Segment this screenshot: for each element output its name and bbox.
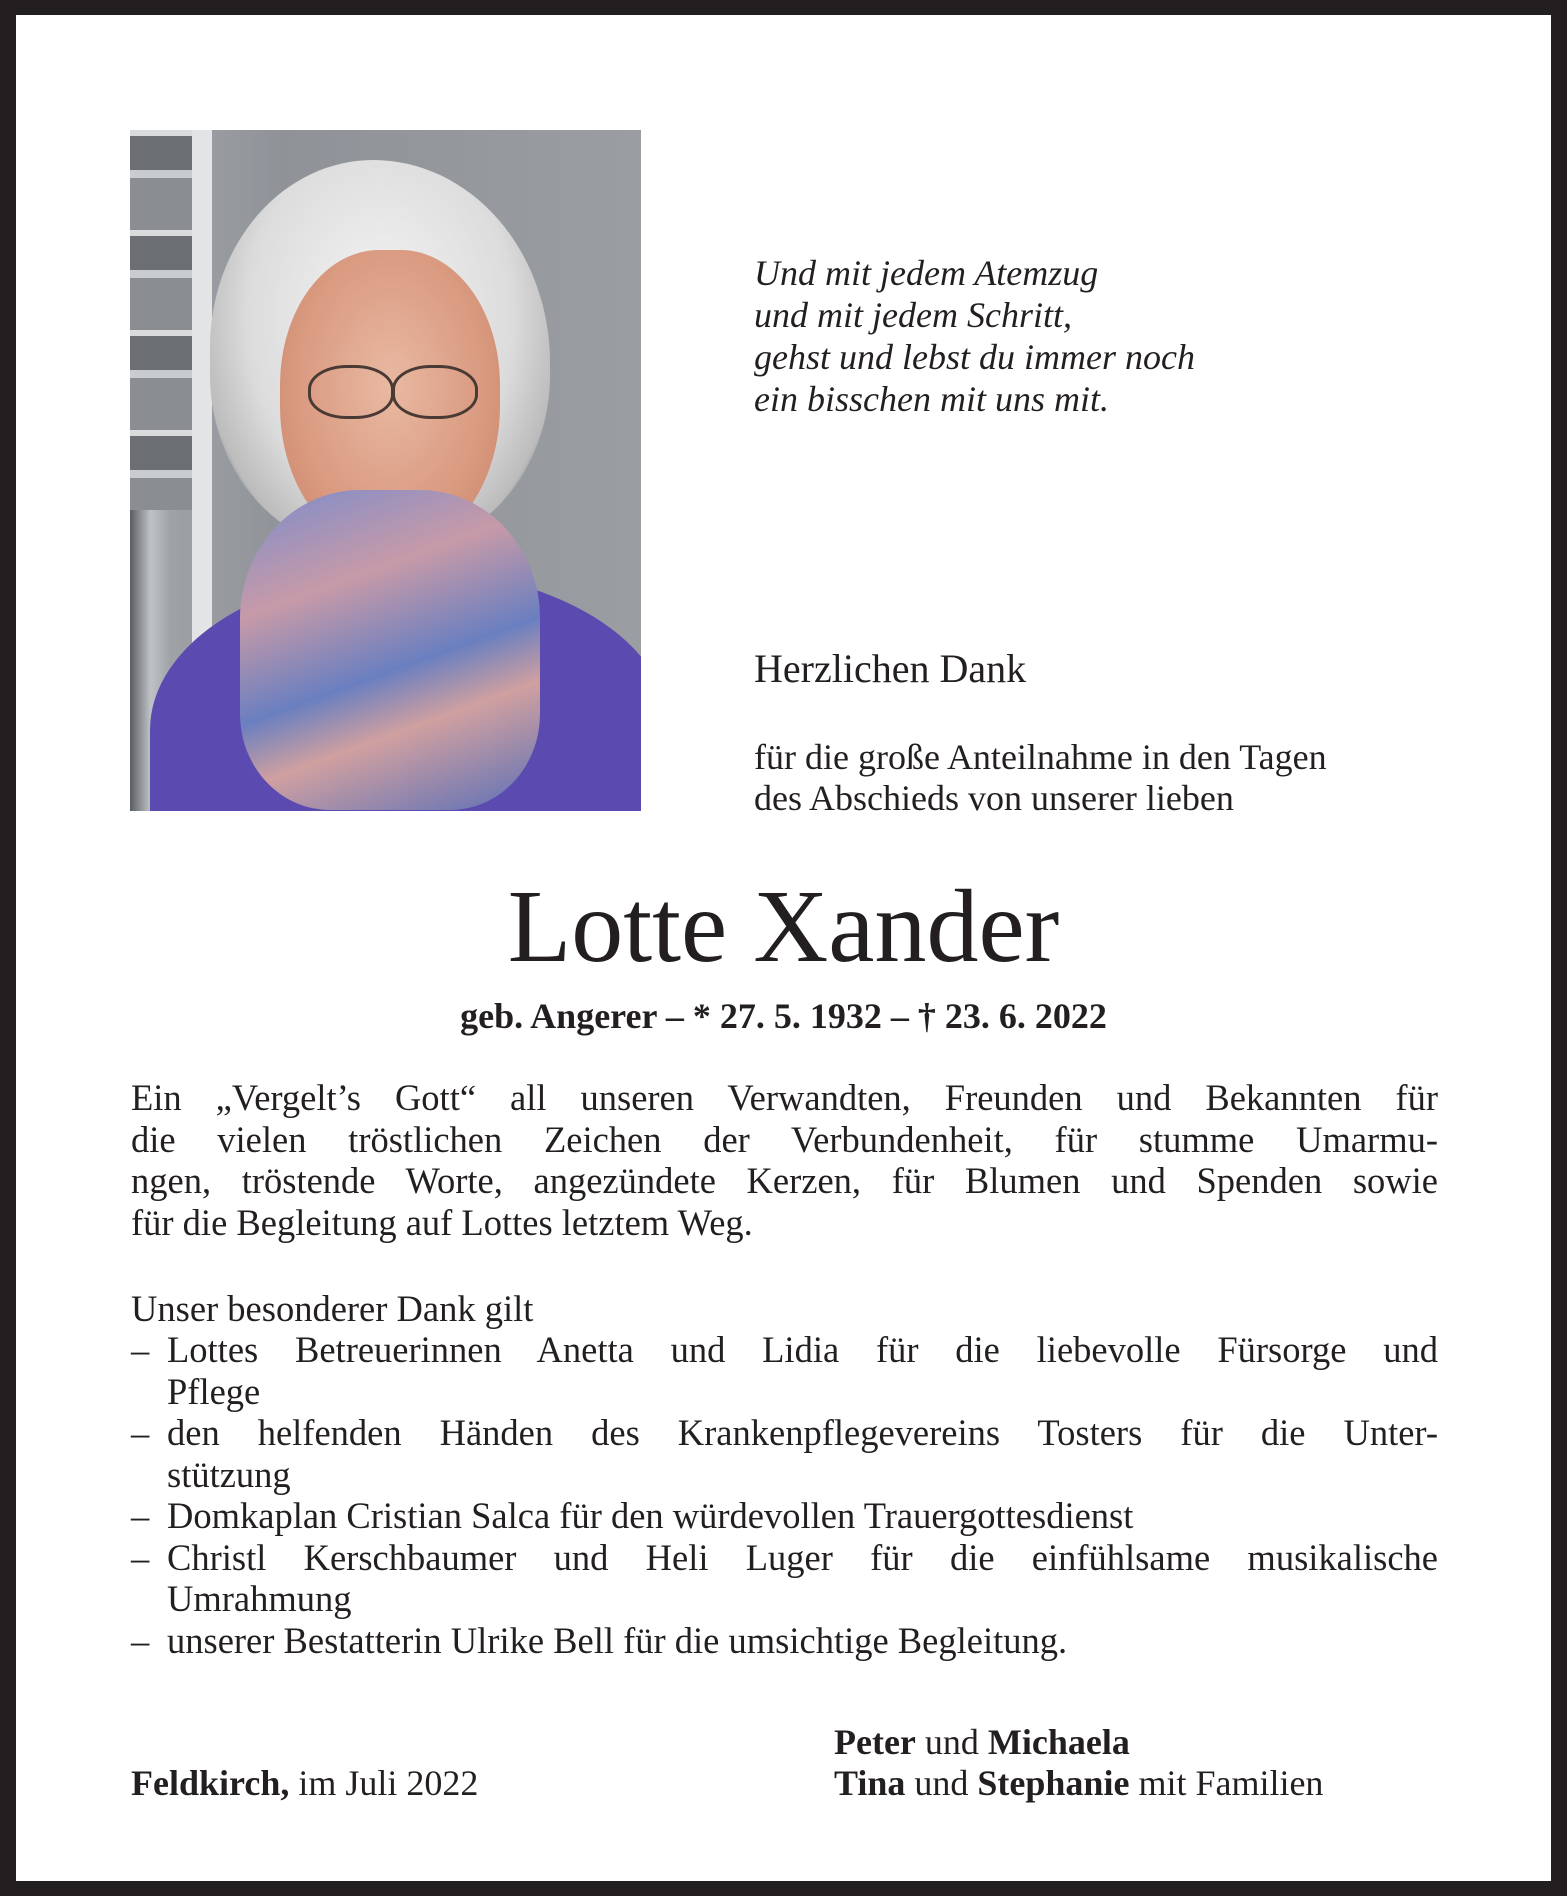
- glasses-left: [308, 365, 394, 419]
- list-item-line: stützung: [167, 1453, 291, 1495]
- list-item-line: Lottes Betreuerinnen Anetta und Lidia für die liebevolle Fürsorge und: [167, 1329, 1438, 1370]
- dash-bullet: –: [131, 1619, 150, 1661]
- list-item: [131, 1412, 1438, 1495]
- intro-line: für die große Anteilnahme in den Tagen: [754, 737, 1327, 777]
- glasses-right: [392, 365, 478, 419]
- list-item: [131, 1495, 1438, 1537]
- special-thanks-heading: Unser besonderer Dank gilt: [131, 1288, 534, 1329]
- thanks-heading: Herzlichen Dank: [754, 646, 1027, 691]
- birth-death-dates: geb. Angerer – * 27. 5. 1932 – † 23. 6. 2022: [460, 996, 1107, 1036]
- intro-text: [754, 737, 1327, 819]
- signer: Tina: [834, 1763, 906, 1803]
- date: im Juli 2022: [298, 1763, 479, 1803]
- dash-bullet: –: [131, 1329, 150, 1370]
- paragraph-line: für die Begleitung auf Lottes letztem Weg.: [131, 1201, 753, 1243]
- poem: [754, 252, 1195, 420]
- list-item-line: den helfenden Händen des Krankenpflegevereins Tosters für die Unter-: [167, 1412, 1438, 1453]
- list-item: [131, 1620, 1438, 1662]
- deceased-name: Lotte Xander: [507, 869, 1060, 984]
- list-item: [131, 1329, 1438, 1412]
- signatures: [834, 1722, 1323, 1804]
- portrait-photo: [130, 130, 641, 811]
- thanks-paragraph: [131, 1077, 1438, 1243]
- conjunction: und: [914, 1763, 969, 1803]
- city: Feldkirch,: [131, 1763, 290, 1803]
- list-item-line: unserer Bestatterin Ulrike Bell für die umsichtige Begleitung.: [167, 1619, 1068, 1661]
- list-item-line: Domkaplan Cristian Salca für den würdevollen Trauergottesdienst: [167, 1495, 1134, 1536]
- paragraph-line: die vielen tröstlichen Zeichen der Verbundenheit, für stumme Umarmu-: [131, 1118, 1438, 1160]
- signature-line: [834, 1763, 1323, 1804]
- poem-line: und mit jedem Schritt,: [754, 295, 1072, 335]
- poem-line: ein bisschen mit uns mit.: [754, 379, 1109, 419]
- signer: Stephanie: [977, 1763, 1130, 1803]
- list-item: [131, 1537, 1438, 1620]
- dash-bullet: –: [131, 1536, 150, 1578]
- dash-bullet: –: [131, 1495, 150, 1536]
- list-item-line: Pflege: [167, 1370, 261, 1412]
- dash-bullet: –: [131, 1412, 150, 1453]
- paragraph-line: Ein „Vergelt’s Gott“ all unseren Verwandten, Freunden und Bekannten für: [131, 1077, 1438, 1118]
- bookshelf: [130, 130, 192, 510]
- conjunction: und: [924, 1722, 979, 1762]
- scarf: [240, 490, 540, 810]
- intro-line: des Abschieds von unserer lieben: [754, 778, 1234, 818]
- thanks-list: [131, 1329, 1438, 1661]
- signature-line: [834, 1722, 1323, 1763]
- signer: Peter: [834, 1722, 916, 1762]
- poem-line: gehst und lebst du immer noch: [754, 337, 1195, 377]
- paragraph-line: ngen, tröstende Worte, angezündete Kerzen, für Blumen und Spenden sowie: [131, 1160, 1438, 1201]
- suffix: mit Familien: [1138, 1763, 1324, 1803]
- obituary-page: [16, 15, 1551, 1881]
- list-item-line: Umrahmung: [167, 1578, 352, 1619]
- poem-line: Und mit jedem Atemzug: [754, 253, 1099, 293]
- place-date: [131, 1763, 478, 1804]
- signer: Michaela: [987, 1722, 1130, 1762]
- list-item-line: Christl Kerschbaumer und Heli Luger für die einfühlsame musikalische: [167, 1536, 1438, 1578]
